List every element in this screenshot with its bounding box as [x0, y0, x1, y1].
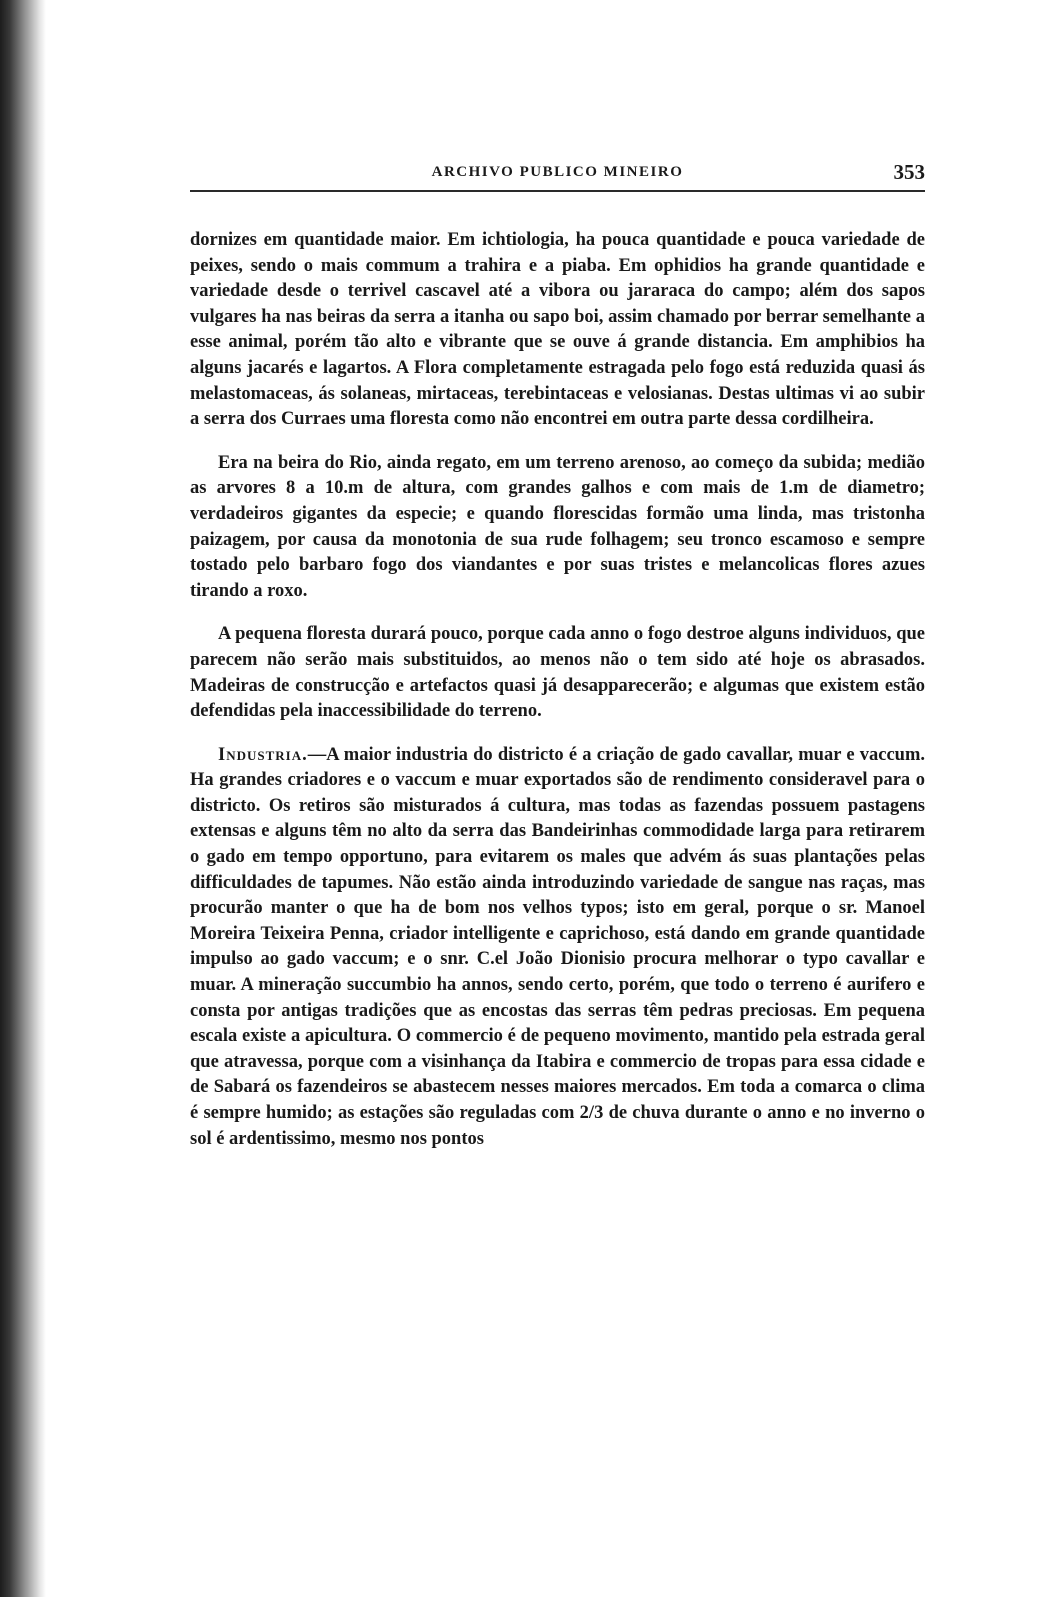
paragraph-fauna: dornizes em quantidade maior. Em ichtiologia, ha pouca quantidade e pouca variedade de peixes, sendo o mais commum a trahira e a piaba. Em ophidios ha grande quantidade e variedade desde o terrivel cascavel até a vibora ou jararaca do campo; além dos sapos vulgares ha nas beiras da serra a itanha ou sapo boi, assim chamado por berrar semelhante a esse animal, porém tão alto e vibrante que se ouve á grande distancia. Em amphibios ha alguns jacarés e lagartos. A Flora completamente estragada pelo fogo está reduzida quasi ás melastomaceas, ás solaneas, mirtaceas, terebintaceas e velosianas. Destas ultimas vi ao subir a serra dos Curraes uma floresta como não encontrei em outra parte dessa cordilheira. [190, 230, 925, 430]
paragraph-small-forest: A pequena floresta durará pouco, porque cada anno o fogo destroe alguns individuos, que parecem não serão mais substituidos, ao menos não o tem sido até hoje os abrasados. Madeiras de construcção e artefactos quasi já desapparecerão; e algumas que existem estão defendidas pela inaccessibilidade do terreno. [190, 624, 925, 722]
running-title: ARCHIVO PUBLICO MINEIRO [431, 164, 684, 180]
paragraph-industry-text: —A maior industria do districto é a criação de gado cavallar, muar e vaccum. Ha grandes criadores e o vaccum e muar exportados são de rendimento consideravel para o districto. Os retiros são misturados á cultura, mas todas as fazendas possuem pastagens extensas e alguns têm no alto da serra das Bandeirinhas commodidade larga para retirarem o gado em tempo opportuno, para evitarem os males que advém ás suas plantações pelas difficuldades de tapumes. Não estão ainda introduzindo variedade de sangue nas raças, mas procurão manter o que ha de bom nos velhos typos; isto em geral, porque o sr. Manoel Moreira Teixeira Penna, criador intelligente e caprichoso, está dando em grande quantidade impulso ao gado vaccum; e o snr. C.el João Dionisio procura melhorar o typo cavallar e muar. A mineração succumbio ha annos, sendo certo, porém, que todo o terreno é aurifero e consta por antigas tradições que as encostas das serras têm pedras preciosas. Em pequena escala existe a apicultura. O commercio é de pequeno movimento, mantido pela estrada geral que atravessa, porque com a visinhança da Itabira e commercio de tropas para essa cidade e de Sabará os fazendeiros se abastecem nesses maiores mercados. Em toda a comarca o clima é sempre humido; as estações são reguladas com 2/3 de chuva durante o anno e no inverno o sol é ardentissimo, mesmo nos pontos [190, 744, 925, 1149]
paragraph-industry [190, 743, 925, 1153]
page-number: 353 [893, 160, 925, 184]
paragraph-forest: Era na beira do Rio, ainda regato, em um terreno arenoso, ao começo da subida; medião as arvores 8 a 10.m de altura, com grandes galhos e com mais de 1.m de diametro; verdadeiros gigantes da especie; e quando florescidas formão uma linda, mas tristonha paizagem, por causa da monotonia de sua rude folhagem; seu tronco escamoso e sempre tostado pelo barbaro fogo dos viandantes e por suas tristes e melancolicas flores azues tirando a roxo. [190, 452, 925, 601]
book-page [190, 160, 925, 1170]
running-header [190, 160, 925, 192]
section-heading-industry: Industria. [218, 744, 308, 765]
book-binding-edge [0, 0, 46, 1597]
body-text [190, 228, 925, 1152]
